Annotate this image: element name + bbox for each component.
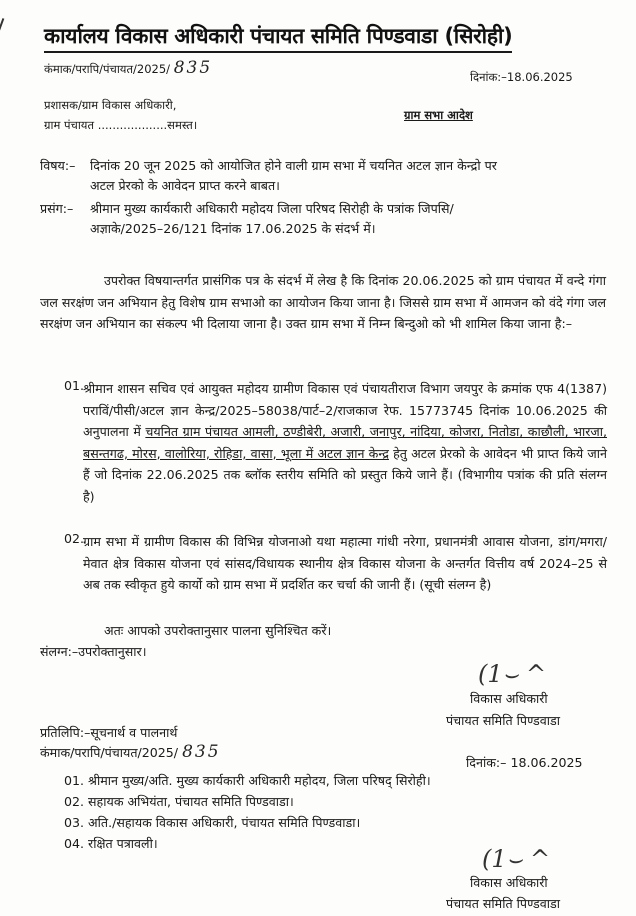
recipient-3 xyxy=(64,812,360,833)
subject-line-2: अटल प्रेरको के आवेदन प्राप्त करने बाबत। xyxy=(90,178,280,193)
addressee-suffix: समस्त। xyxy=(167,118,198,132)
addressee-line-2 xyxy=(44,118,197,133)
recipient-number: 02. xyxy=(64,794,85,809)
point-1-text-after: हेतु अटल प्रेरको के आवेदन भी प्राप्त किये जाने हैं जो दिनांक 22.06.2025 तक ब्लॉक स्तरीय समिति को प्रस्तुत किये जाने हैं। (विभागीय पत्रांक की प्रति संलग्न है) xyxy=(83,445,607,504)
copy-ref-handwritten: 835 xyxy=(182,742,221,762)
recipient-text: अति./सहायक विकास अधिकारी, पंचायत समिति पिण्डवाडा। xyxy=(88,815,361,830)
order-title: ग्राम सभा आदेश xyxy=(404,108,473,122)
copy-ref-prefix: कंमाक/परापि/पंचायत/2025/ xyxy=(40,745,179,760)
date-label: दिनांक:– xyxy=(470,70,507,84)
signatory-office-2: पंचायत समिति पिण्डवाडा xyxy=(446,896,561,911)
addressee-prefix: ग्राम पंचायत xyxy=(44,118,95,132)
point-2-text: ग्राम सभा में ग्रामीण विकास की विभिन्न योजनाओ यथा महात्मा गांधी नरेगा, प्रधानमंत्री आवास योजना, डांग/मगरा/मेवात क्षेत्र विकास योजना एवं सांसद/विधायक स्थानीय क्षेत्र विकास योजना के अन्तर्गत वित्तीय वर्ष 2024–25 से अब तक स्वीकृत हुये कार्यो को ग्राम सभा में प्रदर्शित कर चर्चा की जानी हैं। (सूची संलग्न है) xyxy=(83,534,607,592)
intro-paragraph: उपरोक्त विषयान्तर्गत प्रासंगिक पत्र के संदर्भ में लेख है कि दिनांक 20.06.2025 को ग्राम पंचायत में वन्दे गंगा जल सरक्षंण जन अभियान हेतु विशेष ग्राम सभाओ का आयोजन किया जाना है। जिससे ग्राम सभा में आमजन को वंदे गंगा जल सरक्षंण जन अभियान का संकल्प भी दिलाया जाना है। उक्त ग्राम सभा में निम्न बिन्दुओ को भी शामिल किया जाना है:– xyxy=(40,273,606,331)
scan-mark xyxy=(0,18,4,32)
copy-heading: प्रतिलिपि:–सूचनार्थ व पालनार्थ xyxy=(40,725,178,740)
recipient-number: 03. xyxy=(64,815,85,830)
subject-label: विषय:– xyxy=(40,158,76,173)
point-1-text-before: श्रीमान शासन सचिव एवं आयुक्त महोदय ग्रामीण विकास एवं पंचायतीराज विभाग जयपुर के क्रमांक एफ 4(1387) पराविं/पीसी/अटल ज्ञान केन्द्र/2025–58038/पार्ट–2/राजकाज रेफ. 15773745 दिनांक 10.06.2025 की अनुपालना में xyxy=(83,381,607,439)
recipient-text: श्रीमान मुख्य/अति. मुख्य कार्यकारी अधिकारी महोदय, जिला परिषद् सिरोही। xyxy=(88,773,431,788)
date-value: 18.06.2025 xyxy=(506,70,573,84)
recipient-text: रक्षित पत्रावली। xyxy=(88,836,158,851)
signatory-designation-2: विकास अधिकारी xyxy=(470,875,548,890)
ref-number-handwritten: 835 xyxy=(173,58,213,78)
closing-line: अतः आपको उपरोक्तानुसार पालना सुनिश्चित करें। xyxy=(104,623,332,638)
recipient-4 xyxy=(64,833,158,854)
copy-date-label: दिनांक:– xyxy=(466,755,507,770)
addressee-line-1: प्रशासक/ग्राम विकास अधिकारी, xyxy=(44,98,177,112)
enclosure-line: संलग्न:–उपरोक्तानुसार। xyxy=(40,644,147,659)
reference-label: प्रसंग:– xyxy=(40,201,74,216)
office-title: कार्यालय विकास अधिकारी पंचायत समिति पिण्डवाडा (सिरोही) xyxy=(44,22,512,53)
addressee-dots: ................... xyxy=(97,118,168,132)
reference-line-1: श्रीमान मुख्य कार्यकारी अधिकारी महोदय जिला परिषद सिरोही के पत्रांक जिपसि/ xyxy=(90,201,454,216)
ref-number xyxy=(44,58,212,78)
recipient-number: 04. xyxy=(64,836,85,851)
copy-date xyxy=(466,752,583,773)
point-1-number: 01. xyxy=(64,378,85,393)
subject-line-1: दिनांक 20 जून 2025 को आयोजित होने वाली ग्राम सभा में चयनित अटल ज्ञान केन्द्रो पर xyxy=(90,158,497,173)
reference-line-2: अज्ञाके/2025–26/121 दिनांक 17.06.2025 के संदर्भ में। xyxy=(90,221,376,236)
signatory-designation-1: विकास अधिकारी xyxy=(470,691,548,706)
point-1-selected-panchayats: चयनित ग्राम पंचायत आमली, ठण्डीबेरी, अजारी, जनापुर, नांदिया, कोजरा, नितोडा, काछौली, भारजा, बसन्तगढ, मोरस, वालोरिया, रोहिडा, वासा, भूला में अटल ज्ञान केन्द्र xyxy=(83,424,608,461)
signature-mark-2: (1⌣ ^ xyxy=(482,845,551,873)
recipient-1 xyxy=(64,770,431,791)
recipient-number: 01. xyxy=(64,773,85,788)
point-1-text xyxy=(83,378,607,507)
signatory-office-1: पंचायत समिति पिण्डवाडा xyxy=(446,713,561,728)
point-2-number: 02. xyxy=(64,531,85,546)
signature-mark-1: (1⌣ ^ xyxy=(478,660,547,688)
copy-ref-number xyxy=(40,742,221,763)
recipient-text: सहायक अभियंता, पंचायत समिति पिण्डवाडा। xyxy=(88,794,294,809)
copy-date-value: 18.06.2025 xyxy=(510,755,583,770)
ref-prefix: कंमाक/परापि/पंचायत/2025/ xyxy=(44,62,171,76)
header-date xyxy=(470,70,573,85)
recipient-2 xyxy=(64,791,294,812)
